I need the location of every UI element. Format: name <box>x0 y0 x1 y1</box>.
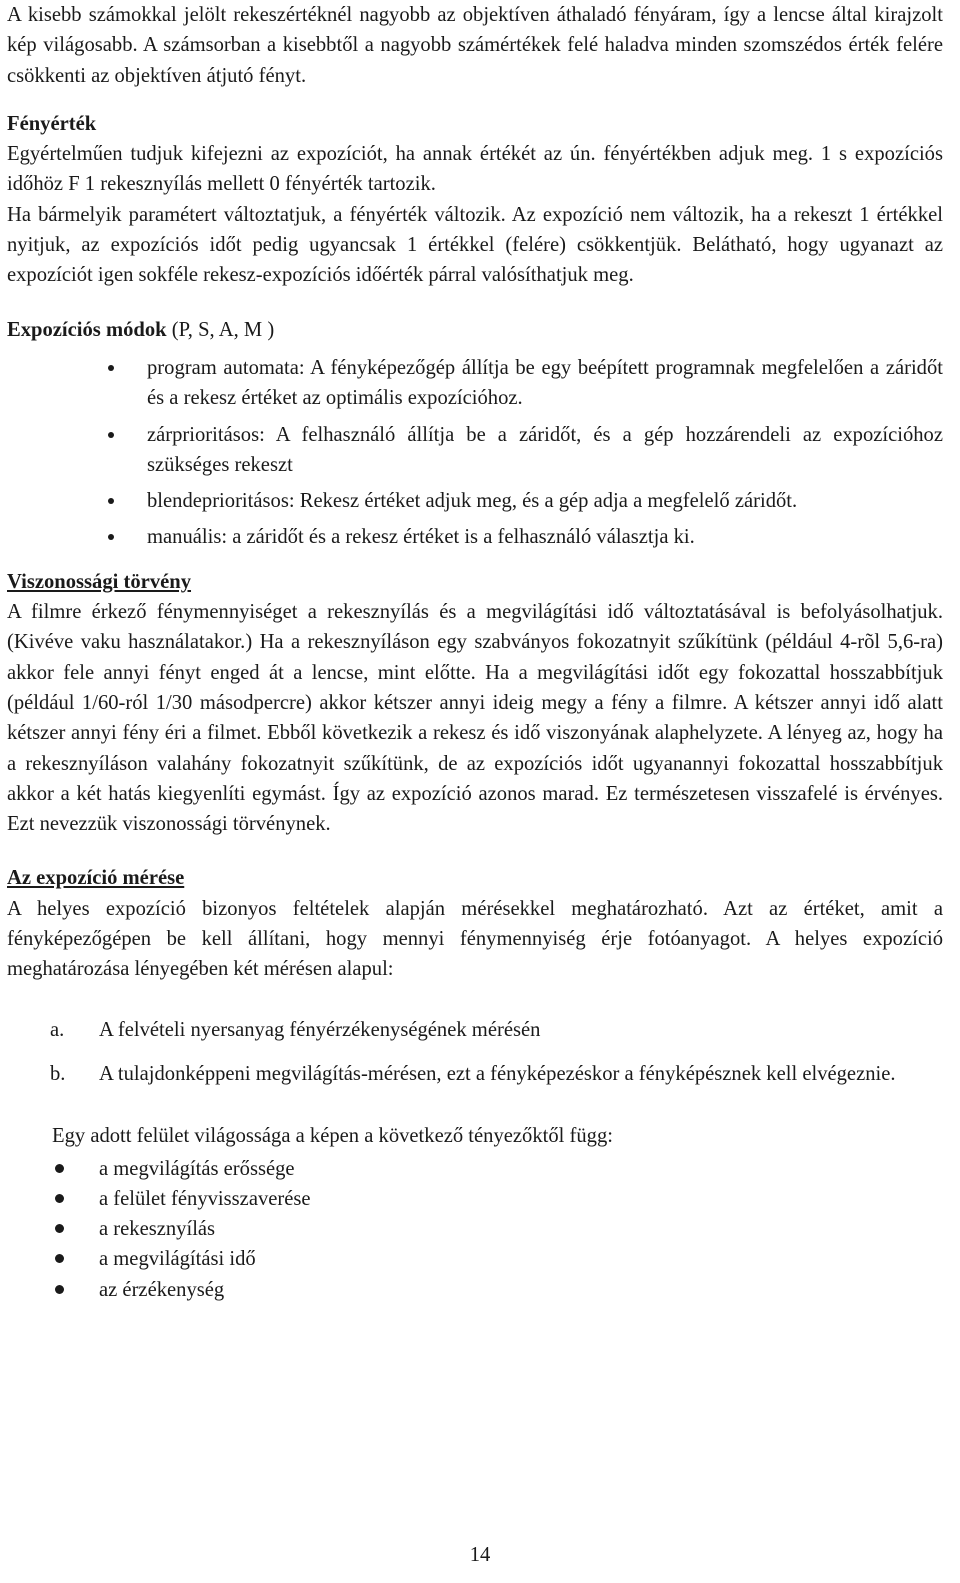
list-marker: a. <box>50 1018 65 1041</box>
factors-intro: Egy adott felület világossága a képen a következő tényezőktől függ: <box>52 1125 613 1148</box>
list-item <box>7 486 943 516</box>
list-item <box>7 522 943 552</box>
list-item <box>7 353 943 414</box>
measurement-item-text: A tulajdonképpeni megvilágítás-mérésen, ezt a fényképezéskor a fényképésznek kell elvégeznie. <box>99 1062 896 1085</box>
modes-heading-suffix: (P, S, A, M ) <box>166 318 275 341</box>
measurement-item-text: A felvételi nyersanyag fényérzékenységének mérésén <box>99 1018 541 1041</box>
document-page <box>7 0 943 1305</box>
list-item <box>7 1059 943 1089</box>
list-item <box>7 1154 943 1184</box>
bullet-icon <box>108 534 114 540</box>
mode-item-text: manuális: a záridőt és a rekesz értéket is a felhasználó választja ki. <box>147 526 695 549</box>
section-heading-light-value: Fényérték <box>7 112 97 135</box>
mode-item-text: program automata: A fényképezőgép állítja be egy beépített programnak megfelelően a záridőt és a rekesz értéket az optimális expozícióhoz. <box>147 356 943 410</box>
bullet-icon <box>55 1254 64 1263</box>
bullet-icon <box>108 498 114 504</box>
factor-item-text: a megvilágítás erőssége <box>99 1157 295 1180</box>
factors-list <box>7 1154 943 1305</box>
list-marker: b. <box>50 1062 66 1085</box>
list-item <box>7 1244 943 1274</box>
factor-item-text: az érzékenység <box>99 1278 225 1301</box>
measurement-list <box>7 1015 943 1090</box>
intro-paragraph: A kisebb számokkal jelölt rekeszértéknél nagyobb az objektíven áthaladó fényáram, így a lencse által kirajzolt kép világosabb. A számsorban a kisebbtől a nagyobb számértékek felé haladva minden szomszédos érték felére csökkenti az objektíven átjutó fényt. <box>7 4 943 87</box>
section-heading-measurement: Az expozíció mérése <box>7 867 185 890</box>
bullet-icon <box>55 1224 64 1233</box>
bullet-icon <box>55 1164 64 1173</box>
measurement-paragraph: A helyes expozíció bizonyos feltételek alapján mérésekkel meghatározható. Azt az értéket, amit a fényképezőgépen be kell állítani, hogy mennyi fénymennyiség érje fotóanyagot. A helyes expozíció meghatározása lényegében két mérésen alapul: <box>7 897 943 981</box>
factor-item-text: a megvilágítási idő <box>99 1248 256 1271</box>
light-value-paragraph-1: Egyértelműen tudjuk kifejezni az expozíciót, ha annak értékét az ún. fényértékben adjuk meg. 1 s expozíciós időhöz F 1 rekesznyílás mellett 0 fényérték tartozik. <box>7 143 943 196</box>
mode-item-text: blendeprioritásos: Rekesz értéket adjuk meg, és a gép adja a megfelelő záridőt. <box>147 490 798 513</box>
bullet-icon <box>108 432 114 438</box>
bullet-icon <box>108 365 114 371</box>
reciprocity-paragraph: A filmre érkező fénymennyiséget a rekesznyílás és a megvilágítási idő változtatásával is befolyásolhatjuk. (Kivéve vaku használatakor.) Ha a rekesznyíláson egy szabványos fokozatnyit szűkítünk (például 4-rõl 5,6-ra) akkor fele annyi fényt enged át a lencse, mint előtte. Ha a megvilágítási időt egy fokozattal hosszabbítjuk (például 1/60-ról 1/30 másodpercre) akkor kétszer annyi ideig megy a fény a filmre. A kétszer annyi idő alatt kétszer annyi fény éri a filmet. Ebből következik a rekesz és idő viszonyának alaphelyzete. A lényeg az, hogy ha a rekesznyíláson valahány fokozatnyit szűkítünk, de az expozíciós időt ugyanannyi fokozattal hosszabbítjuk akkor a két hatás kiegyenlíti egymást. Így az expozíció azonos marad. Ez természetesen visszafelé is érvényes. Ezt nevezzük viszonossági törvénynek. <box>7 601 943 836</box>
mode-item-text: zárprioritásos: A felhasználó állítja be a záridőt, és a gép hozzárendeli az expozícióhoz szükséges rekeszt <box>147 423 943 476</box>
list-item <box>7 1214 943 1244</box>
list-item <box>7 1275 943 1305</box>
list-item <box>7 420 943 481</box>
list-item <box>7 1015 943 1045</box>
bullet-icon <box>55 1285 64 1294</box>
section-heading-modes-line <box>7 315 943 345</box>
section-heading-reciprocity: Viszonossági törvény <box>7 570 192 593</box>
modes-list <box>7 353 943 553</box>
light-value-paragraph-2: Ha bármelyik paramétert változtatjuk, a fényérték változik. Az expozíció nem változik, ha a rekeszt 1 értékkel nyitjuk, az expozíciós időt pedig ugyancsak 1 értékkel (felére) csökkentjük. Belátható, hogy ugyanazt az expozíciót igen sokféle rekesz-expozíciós időérték párral valósíthatjuk meg. <box>7 203 943 287</box>
bullet-icon <box>55 1194 64 1203</box>
factor-item-text: a rekesznyílás <box>99 1218 216 1241</box>
page-number: 14 <box>469 1544 491 1566</box>
list-item <box>7 1184 943 1214</box>
factor-item-text: a felület fényvisszaverése <box>99 1187 311 1210</box>
section-heading-modes: Expozíciós módok <box>7 318 167 341</box>
